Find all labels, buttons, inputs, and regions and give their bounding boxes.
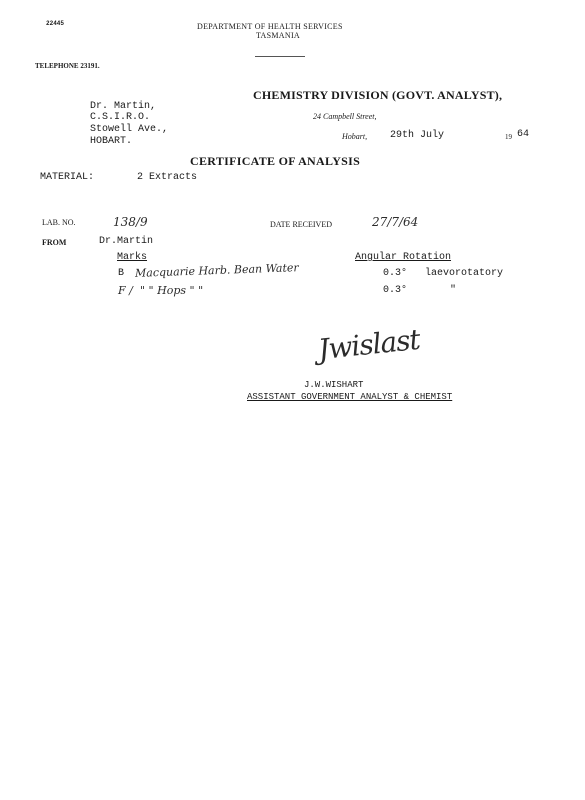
signer-name: J.W.WISHART bbox=[304, 380, 364, 390]
issue-date: 29th July bbox=[390, 130, 445, 141]
certificate-title: CERTIFICATE OF ANALYSIS bbox=[190, 154, 361, 168]
recipient-org: C.S.I.R.O. bbox=[90, 112, 151, 123]
recipient-city: HOBART. bbox=[90, 136, 133, 147]
angular-rotation-header: Angular Rotation bbox=[355, 252, 452, 263]
material-value: 2 Extracts bbox=[137, 172, 198, 183]
recipient-name: Dr. Martin, bbox=[90, 101, 157, 112]
material-label: MATERIAL: bbox=[40, 172, 95, 183]
signer-title: ASSISTANT GOVERNMENT ANALYST & CHEMIST bbox=[247, 392, 453, 402]
row2-note: " bbox=[450, 285, 457, 296]
lab-no-label: LAB. NO. bbox=[42, 218, 76, 227]
telephone-number: TELEPHONE 23191. bbox=[35, 62, 100, 70]
row1-mark: B bbox=[118, 268, 125, 279]
department-title: DEPARTMENT OF HEALTH SERVICES bbox=[197, 22, 343, 31]
lab-no-value: 138/9 bbox=[113, 215, 148, 229]
marks-header: Marks bbox=[117, 252, 148, 263]
row1-note: laevorotatory bbox=[425, 268, 504, 279]
year-prefix: 19 bbox=[505, 133, 512, 141]
row2-description: " " Hops " " bbox=[140, 284, 204, 297]
row2-value: 0.3° bbox=[383, 285, 408, 296]
signature: Jwislast bbox=[316, 322, 422, 367]
recipient-street: Stowell Ave., bbox=[90, 124, 169, 135]
date-received-label: DATE RECEIVED bbox=[270, 220, 332, 229]
division-title: CHEMISTRY DIVISION (GOVT. ANALYST), bbox=[253, 88, 503, 102]
row2-mark: F / bbox=[118, 284, 133, 297]
year-suffix: 64 bbox=[517, 129, 530, 140]
date-received-value: 27/7/64 bbox=[372, 215, 419, 229]
lab-address: 24 Campbell Street, bbox=[313, 112, 377, 121]
document-code: 22445 bbox=[46, 20, 65, 27]
divider-line bbox=[255, 56, 305, 57]
state-name: TASMANIA bbox=[256, 31, 300, 40]
row1-value: 0.3° bbox=[383, 268, 408, 279]
place-name: Hobart, bbox=[342, 132, 368, 141]
row1-description: Macquarie Harb. Bean Water bbox=[134, 261, 299, 280]
from-label: FROM bbox=[42, 238, 67, 247]
from-value: Dr.Martin bbox=[99, 236, 154, 247]
